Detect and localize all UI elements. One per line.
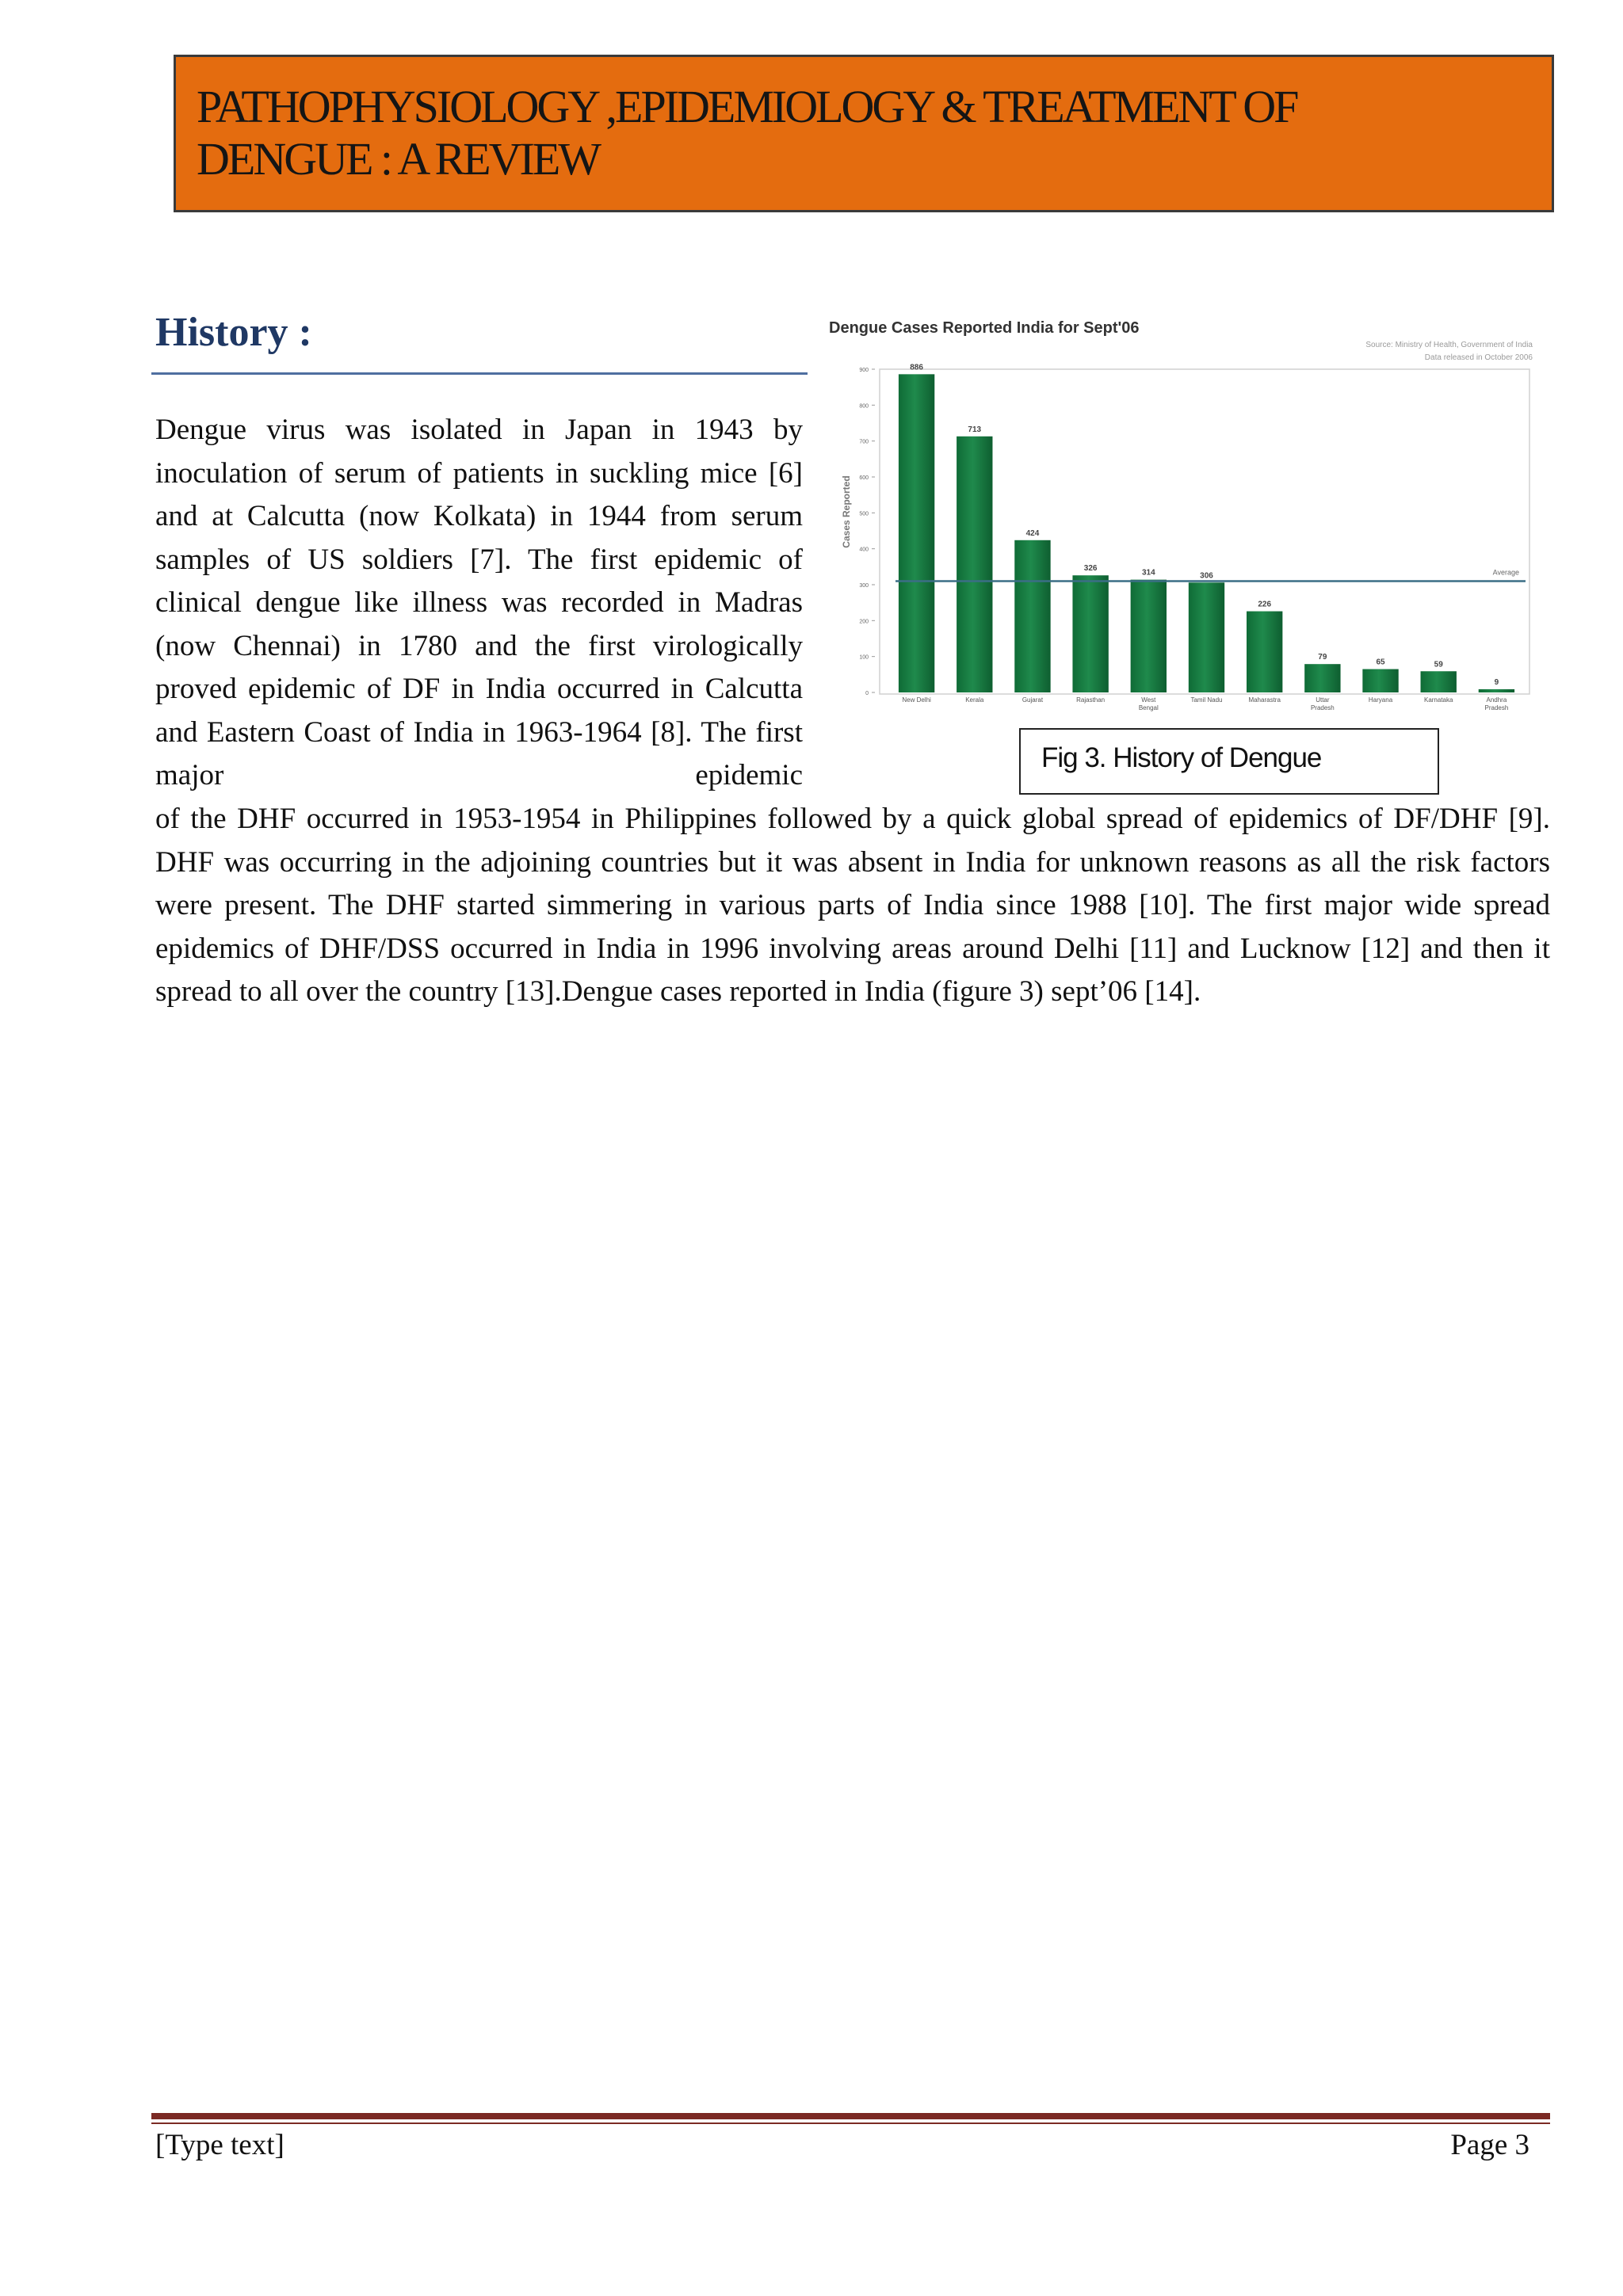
y-tick-label: 900 <box>859 368 869 373</box>
bar-value-label: 306 <box>1200 571 1213 581</box>
average-line-label: Average <box>1492 568 1519 577</box>
bar-value-label: 326 <box>1083 564 1098 574</box>
bar-value-label: 9 <box>1494 677 1499 687</box>
y-axis-label: Cases Reported <box>841 475 852 548</box>
x-tick-label: Maharastra <box>1248 696 1281 704</box>
footer-placeholder-text: [Type text] <box>155 2129 285 2161</box>
y-tick-label: 700 <box>859 439 869 445</box>
x-tick-label: Andhra <box>1486 696 1507 704</box>
bar-value-label: 59 <box>1434 660 1443 669</box>
chart-source-line-2: Data released in October 2006 <box>1424 353 1533 362</box>
bar <box>1014 540 1050 692</box>
bar <box>1131 580 1167 692</box>
bar-value-label: 424 <box>1025 528 1040 538</box>
x-tick-label: Pradesh <box>1310 704 1335 711</box>
bar <box>1421 671 1457 692</box>
bar-value-label: 713 <box>968 425 982 434</box>
x-tick-label: Karnataka <box>1423 696 1453 704</box>
paragraph-left-column: Dengue virus was isolated in Japan in 1943 by inoculation of serum of patients in suckling mice [6] and at Calcutta (now Kolkata) in 1944 from serum samples of US soldiers [7]. The first epidemic of clinical dengue like illness was recorded in Madras (now Chennai) in 1780 and the first virologically proved epidemic of DF in India occurred in Calcutta and Eastern Coast of India in 1963-1964 [8]. The first major epidemic <box>155 414 803 791</box>
footer-rule-thin <box>151 2122 1550 2124</box>
y-tick-label: 200 <box>859 619 869 625</box>
bar-value-label: 79 <box>1318 653 1327 662</box>
x-tick-label: Rajasthan <box>1076 696 1106 704</box>
document-title: PATHOPHYSIOLOGY ,EPIDEMIOLOGY & TREATMENT OF DENGUE : A REVIEW <box>197 81 1297 185</box>
y-axis <box>859 368 875 696</box>
chart-source-line-1: Source: Ministry of Health, Government of India <box>1365 341 1533 349</box>
y-tick-label: 300 <box>859 583 869 589</box>
x-tick-label: Tamil Nadu <box>1190 696 1223 704</box>
x-tick-label: Pradesh <box>1484 704 1509 711</box>
y-tick-label: 800 <box>859 403 869 410</box>
page-number: Page 3 <box>1450 2129 1529 2161</box>
title-banner <box>174 55 1554 212</box>
section-heading: History : <box>155 310 312 355</box>
x-tick-label: Gujarat <box>1022 696 1044 704</box>
bar-value-label: 886 <box>910 363 923 372</box>
x-tick-label: Bengal <box>1138 704 1159 711</box>
bar-value-label: 314 <box>1141 568 1155 578</box>
chart-title: Dengue Cases Reported India for Sept'06 <box>829 319 1140 337</box>
heading-underline <box>151 372 808 375</box>
bar <box>899 374 934 692</box>
x-tick-label: New Delhi <box>902 696 931 704</box>
bar <box>1189 582 1224 692</box>
bar <box>1304 664 1340 692</box>
y-tick-label: 0 <box>865 691 869 696</box>
x-tick-label: Kerala <box>965 696 984 704</box>
bar <box>1362 669 1398 692</box>
y-tick-label: 600 <box>859 475 869 481</box>
x-tick-label: Uttar <box>1316 696 1330 704</box>
bar-value-label: 226 <box>1258 600 1272 609</box>
footer-rule-thick <box>151 2113 1550 2119</box>
figure-caption: Fig 3. History of Dengue <box>1041 742 1322 773</box>
bar <box>957 437 992 692</box>
x-tick-label: Haryana <box>1368 696 1393 704</box>
x-axis-labels <box>902 696 1508 711</box>
dengue-bar-chart <box>824 314 1537 742</box>
bar <box>1479 689 1514 692</box>
figure-caption-box <box>1019 728 1439 795</box>
bar <box>1247 612 1282 692</box>
y-tick-label: 500 <box>859 511 869 517</box>
bar-series <box>899 363 1514 692</box>
y-tick-label: 100 <box>859 654 869 661</box>
y-tick-label: 400 <box>859 547 869 553</box>
paragraph-full-width: of the DHF occurred in 1953-1954 in Philippines followed by a quick global spread of epidemics of DF/DHF [9]. DHF was occurring in the adjoining countries but it was absent in India for unknown reasons as all the risk factors were present. The DHF started simmering in various parts of India since 1988 [10]. The first major wide spread epidemics of DHF/DSS occurred in India in 1996 involving areas around Delhi [11] and Lucknow [12] and then it spread to all over the country [13].Dengue cases reported in India (figure 3) sept’06 [14]. <box>155 803 1550 1008</box>
bar-value-label: 65 <box>1376 658 1385 667</box>
x-tick-label: West <box>1141 696 1156 704</box>
bar <box>1072 575 1108 692</box>
